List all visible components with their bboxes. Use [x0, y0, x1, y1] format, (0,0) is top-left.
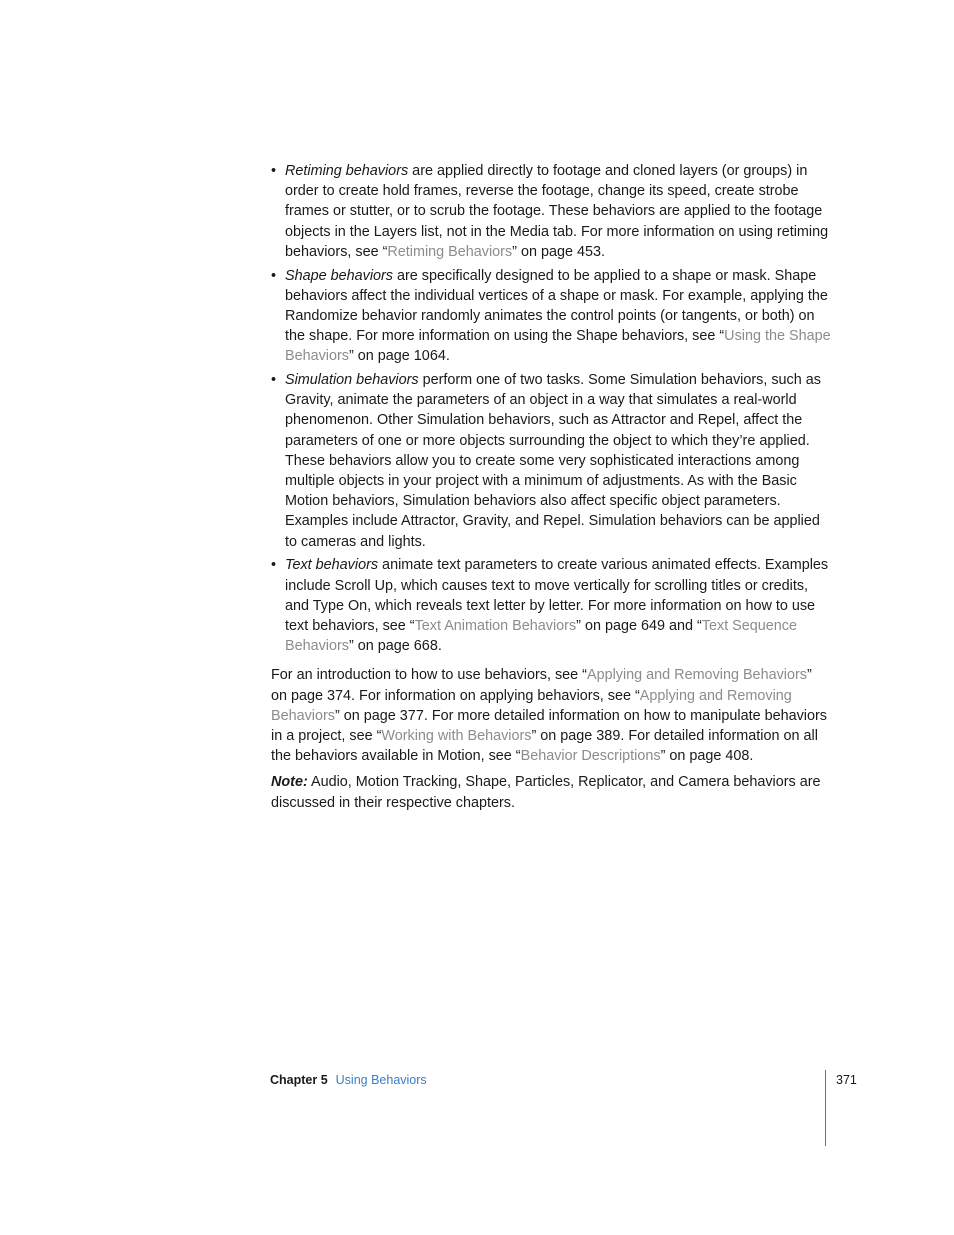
- term-retiming-behaviors: Retiming behaviors: [285, 163, 409, 179]
- body-text: perform one of two tasks. Some Simulation behaviors, such as Gravity, animate the parameters of an object in a way that simulates a real-world phenomenon. Other Simulation behaviors, such as Attractor and Repel, affect the parameters of one or more objects surrounding the object to which they’re applied. These behaviors allow you to create some very sophisticated interactions among multiple objects in your project with a minimum of adjustments. As with the Basic Motion behaviors, Simulation behaviors also affect specific object parameters. Examples include Attractor, Gravity, and Repel. Simulation behaviors can be applied to cameras and lights.: [285, 372, 821, 550]
- body-text: ” on page 374. For information on applying behaviors, see “: [271, 667, 812, 704]
- link-applying-and-removing-behaviors[interactable]: Applying and Removing Behaviors: [586, 667, 807, 684]
- bullet-marker: •: [271, 557, 277, 574]
- bullet-marker: •: [271, 267, 277, 284]
- page-footer: [270, 1072, 427, 1088]
- list-item-simulation-behaviors: [271, 370, 831, 552]
- body-text: ” on page 1064.: [349, 348, 450, 365]
- term-simulation-behaviors: Simulation behaviors: [285, 372, 419, 389]
- body-text: ” on page 377. For more detailed information on how to manipulate behaviors in a project, see “: [271, 707, 827, 744]
- body-text: are applied directly to footage and cloned layers (or groups) in order to create hold frames, reverse the footage, change its speed, create strobe frames or stutter, or to scrub the footage. These behaviors are applied to the footage objects in the Layers list, not in the Media tab. For more information on using retiming behaviors, see “: [285, 163, 829, 260]
- list-item-text-behaviors: [271, 555, 831, 656]
- link-text-animation-behaviors[interactable]: Text Animation Behaviors: [414, 617, 577, 634]
- note-paragraph: [271, 772, 831, 812]
- list-item-shape-behaviors: [271, 266, 831, 367]
- link-behavior-descriptions[interactable]: Behavior Descriptions: [520, 748, 661, 765]
- body-text: animate text parameters to create various animated effects. Examples include Scroll Up, which causes text to move vertically for scrolling titles or credits, and Type On, which reveals text letter by letter. For more information on how to use text behaviors, see “: [285, 557, 829, 634]
- term-shape-behaviors: Shape behaviors: [285, 267, 394, 284]
- term-text-behaviors: Text behaviors: [285, 557, 379, 574]
- behavior-type-list: [271, 161, 831, 656]
- page-number: 371: [836, 1073, 857, 1087]
- link-working-with-behaviors[interactable]: Working with Behaviors: [381, 727, 532, 744]
- intro-paragraph: [271, 665, 831, 766]
- body-text: ” on page 389. For detailed information on all the behaviors available in Motion, see “: [271, 727, 818, 765]
- bullet-marker: •: [271, 372, 277, 389]
- body-text: For an introduction to how to use behaviors, see “: [271, 667, 587, 684]
- body-text: ” on page 668.: [349, 638, 442, 655]
- body-text: ” on page 649 and “: [576, 617, 702, 634]
- link-retiming-behaviors[interactable]: Retiming Behaviors: [387, 243, 513, 260]
- page-body: [271, 161, 831, 813]
- note-text: Audio, Motion Tracking, Shape, Particles, Replicator, and Camera behaviors are discussed in their respective chapters.: [271, 774, 821, 811]
- footer-chapter-title: Using Behaviors: [335, 1073, 427, 1087]
- link-using-the-shape-behaviors[interactable]: Using the Shape Behaviors: [285, 328, 831, 365]
- list-item-retiming-behaviors: [271, 161, 831, 262]
- link-text-sequence-behaviors[interactable]: Text Sequence Behaviors: [285, 617, 798, 655]
- body-text: ” on page 408.: [660, 748, 754, 765]
- link-applying-and-removing-behaviors-2[interactable]: Applying and Removing Behaviors: [271, 687, 792, 724]
- bullet-marker: •: [271, 163, 277, 179]
- footer-chapter-label: Chapter 5: [270, 1073, 328, 1087]
- body-text: are specifically designed to be applied to a shape or mask. Shape behaviors affect the individual vertices of a shape or mask. For example, applying the Randomize behavior randomly animates the control points (or tangents, or both) on the shape. For more information on using the Shape behaviors, see “: [285, 267, 828, 345]
- footer-divider: [825, 1070, 826, 1146]
- body-text: ” on page 453.: [512, 243, 605, 260]
- note-label: Note:: [271, 774, 308, 791]
